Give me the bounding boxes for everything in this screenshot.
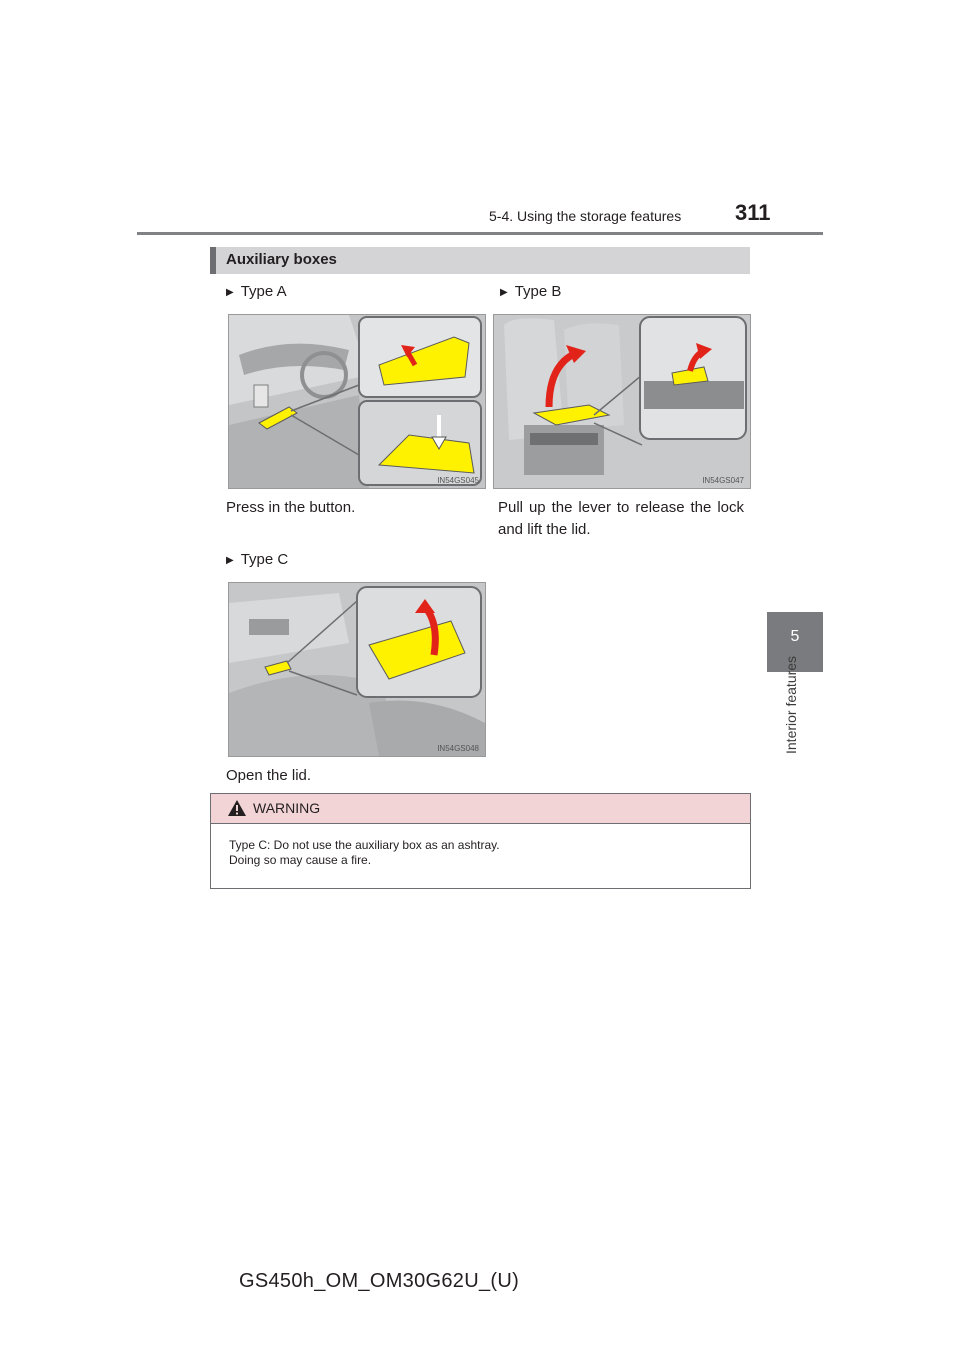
type-b-heading	[500, 283, 561, 300]
running-header: 5-4. Using the storage features	[489, 208, 682, 224]
type-a-caption: Press in the button.	[226, 499, 356, 516]
type-b-caption: Pull up the lever to release the lock and lift the lid.	[498, 499, 744, 538]
type-b-illustration	[493, 314, 751, 489]
warning-line-2: Doing so may cause a fire.	[229, 853, 372, 867]
type-b-label: Type B	[514, 283, 562, 300]
type-b-image-code: IN54GS047	[702, 476, 744, 485]
type-a-heading	[226, 283, 287, 300]
type-a-illustration	[228, 314, 486, 489]
type-b-drawing	[494, 315, 750, 488]
type-c-heading	[226, 551, 288, 568]
warning-line-1: Type C: Do not use the auxiliary box as an ashtray.	[229, 838, 500, 852]
triangle-bullet-icon: ▶	[500, 287, 508, 298]
triangle-bullet-icon: ▶	[226, 555, 234, 566]
chapter-tab-label: Interior features	[783, 655, 799, 754]
type-c-label: Type C	[240, 551, 289, 568]
chapter-tab-number: 5	[790, 628, 800, 645]
type-a-label: Type A	[240, 283, 287, 300]
page-number: 311	[735, 200, 771, 225]
type-a-image-code: IN54GS045	[437, 476, 479, 485]
section-title-accent	[210, 247, 216, 274]
warning-title: WARNING	[253, 800, 321, 816]
type-c-image-code: IN54GS048	[437, 744, 479, 753]
section-title: Auxiliary boxes	[226, 251, 337, 268]
header-rule	[137, 232, 823, 235]
warning-triangle-icon	[227, 799, 247, 817]
type-c-caption: Open the lid.	[226, 767, 312, 784]
type-c-illustration	[228, 582, 486, 757]
triangle-bullet-icon: ▶	[226, 287, 234, 298]
warning-text	[229, 838, 500, 868]
type-c-drawing	[229, 583, 485, 756]
footer-manual-code: GS450h_OM_OM30G62U_(U)	[239, 1270, 520, 1292]
type-a-drawing	[229, 315, 485, 488]
